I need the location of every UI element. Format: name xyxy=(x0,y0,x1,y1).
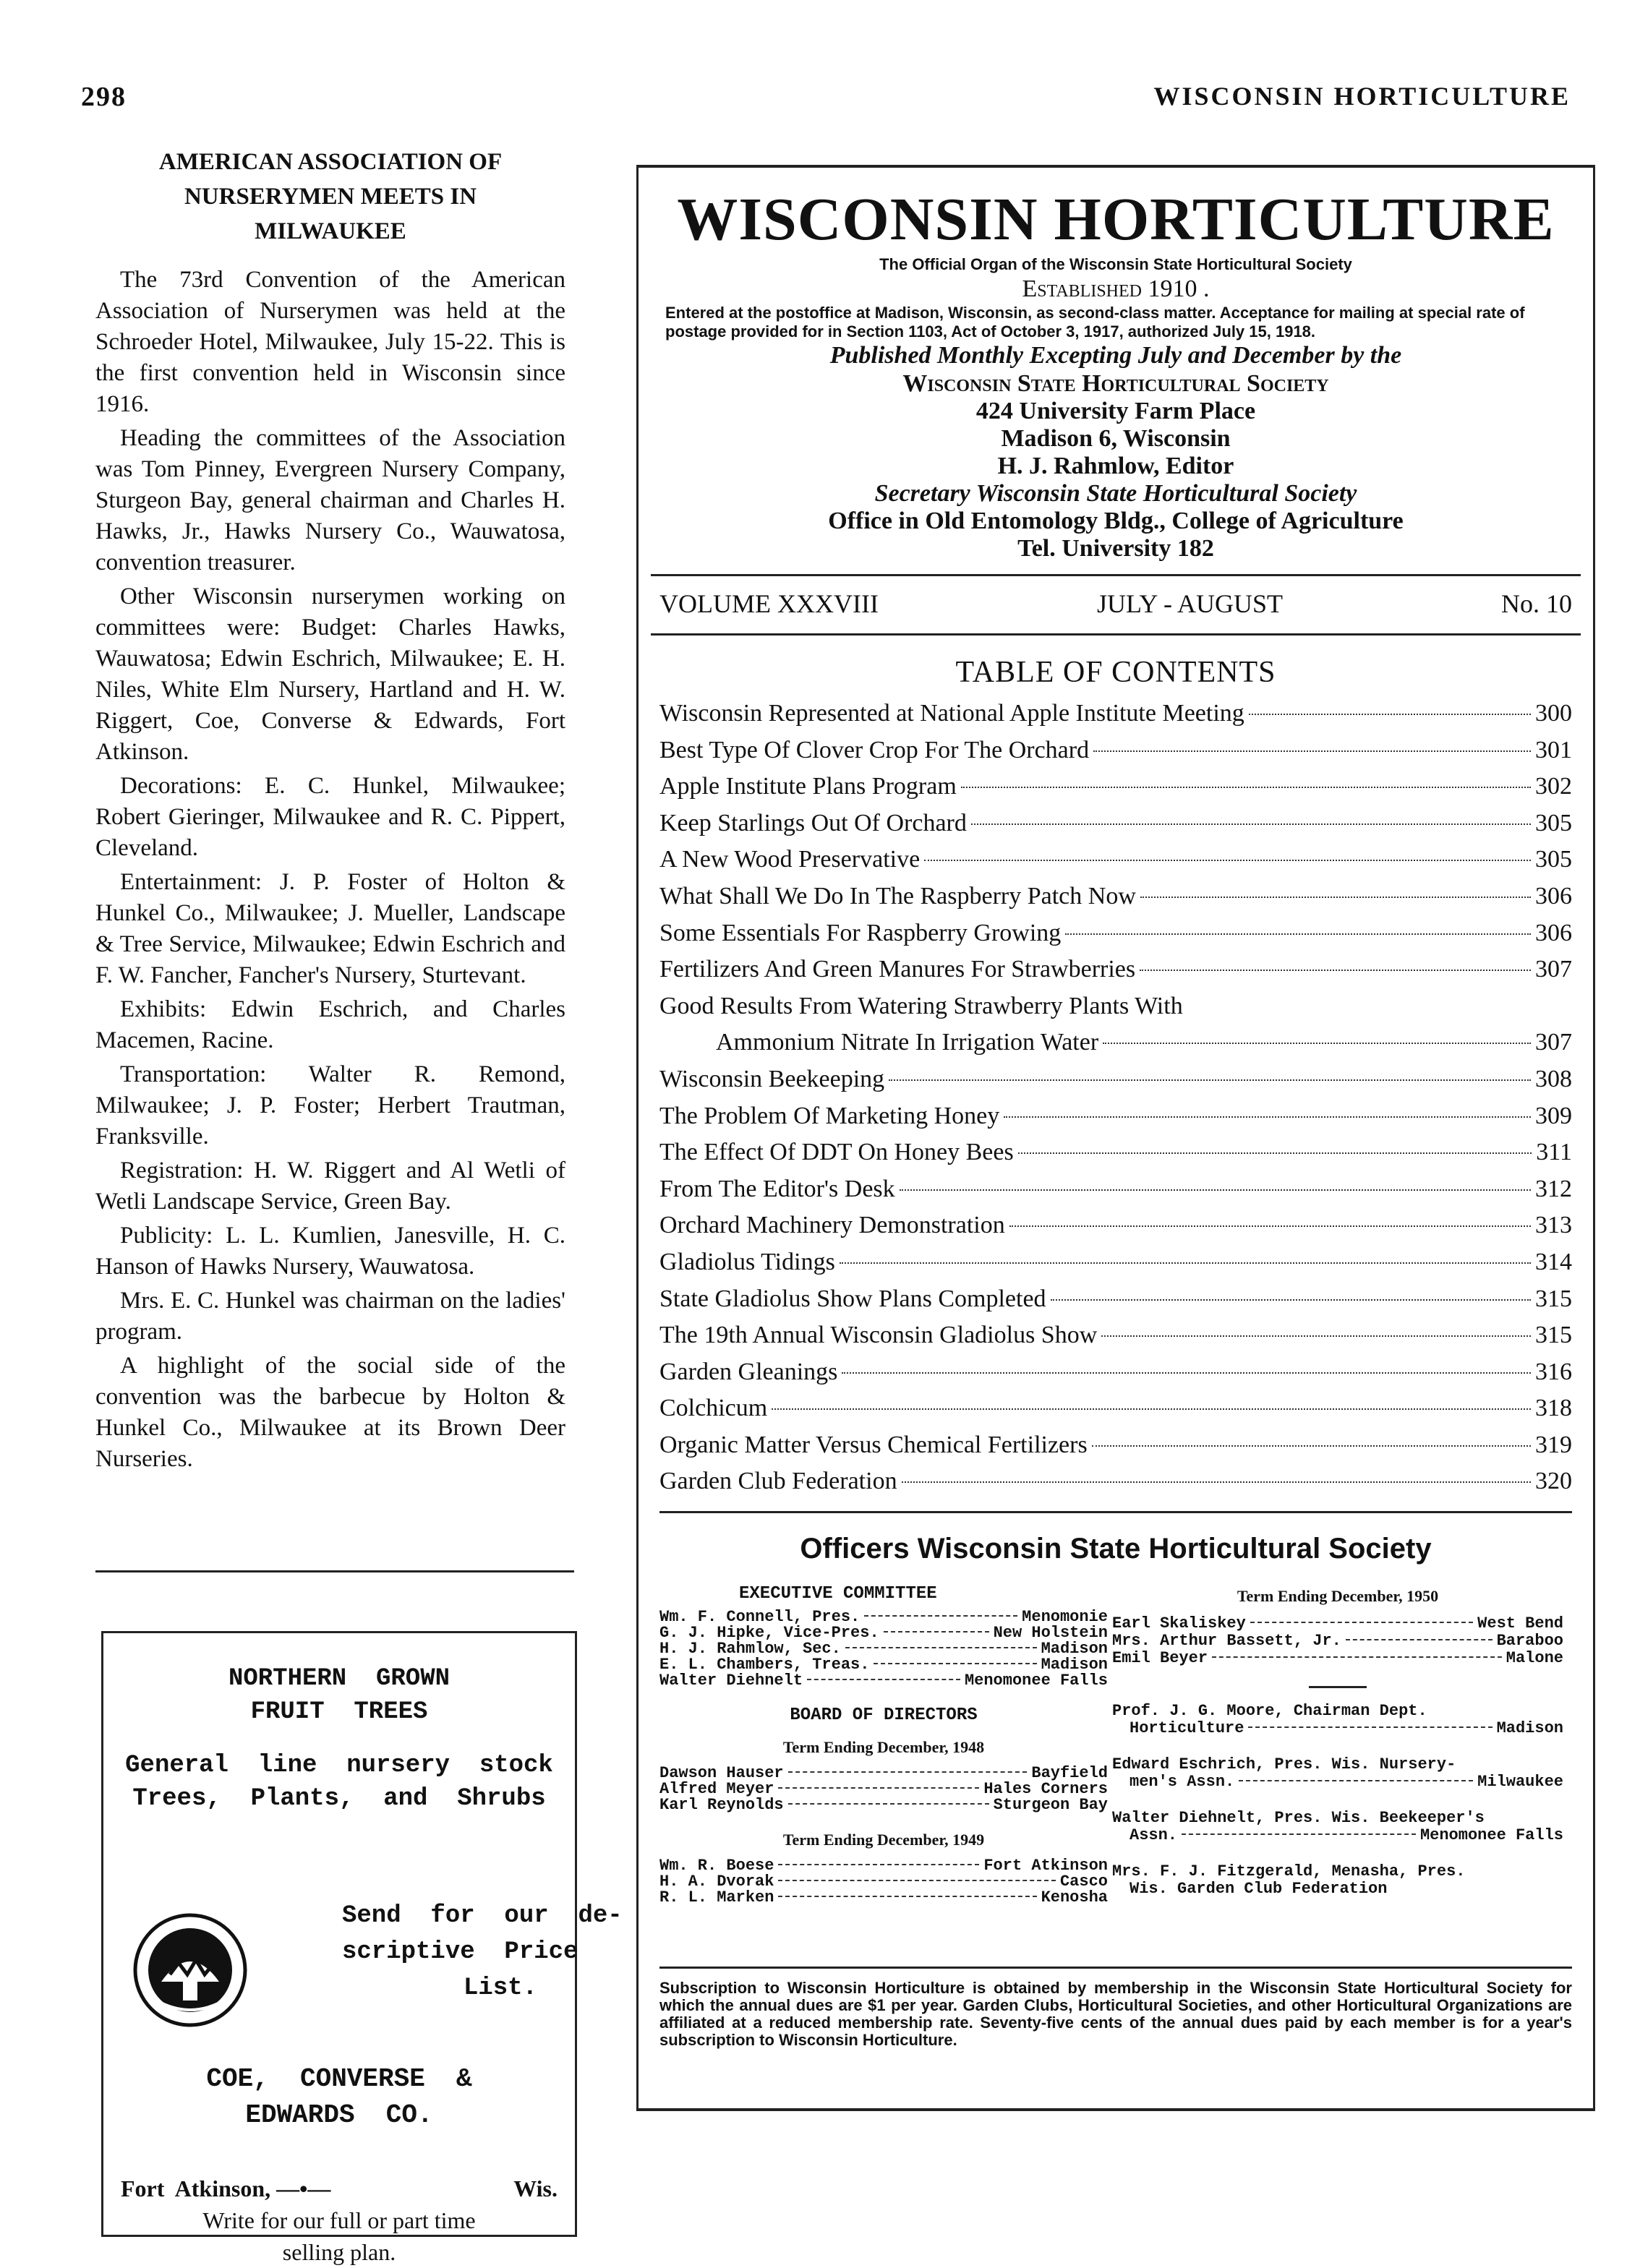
director-row: Karl Reynolds Sturgeon Bay xyxy=(659,1796,1108,1814)
toc-entry: Garden Gleanings 316 xyxy=(659,1358,1572,1385)
officer-row: Walter Diehnelt Menomonee Falls xyxy=(659,1672,1108,1690)
ad-stock-line: General line nursery stock xyxy=(125,1752,553,1779)
ex-officio-member: Prof. J. G. Moore, Chairman Dept. Horticulture Madison xyxy=(1112,1702,1563,1737)
board-heading: BOARD OF DIRECTORS xyxy=(790,1706,978,1725)
toc-entry: Organic Matter Versus Chemical Fertilizers 319 xyxy=(659,1431,1572,1458)
toc-entry: The Problem Of Marketing Honey 309 xyxy=(659,1102,1572,1129)
toc-entry: Colchicum 318 xyxy=(659,1395,1572,1422)
director-row: Emil Beyer Malone xyxy=(1112,1649,1563,1667)
executive-committee xyxy=(659,1609,1108,1689)
subscription-notice: Subscription to Wisconsin Horticulture is obtained by membership in the Wisconsin State Horticultural Society for which the annual dues are $1 per year. Garden Clubs, Horticultural Societies, and other Horticultural Organizations are affiliated at a reduced membership rate. Seventy-five cents of the annual dues paid by each member is for a year's subscription to Wisconsin Horticulture. xyxy=(659,1979,1572,2049)
issue-number: No. 10 xyxy=(1500,589,1572,618)
director-row: R. L. Marken Kenosha xyxy=(659,1888,1108,1907)
masthead-title: WISCONSIN HORTICULTURE xyxy=(677,186,1555,253)
director-row: Wm. R. Boese Fort Atkinson xyxy=(659,1857,1108,1875)
ex-officio-member: Mrs. F. J. Fitzgerald, Menasha, Pres. Wis. Garden Club Federation xyxy=(1112,1862,1466,1898)
toc-entry: What Shall We Do In The Raspberry Patch Now 306 xyxy=(659,882,1572,910)
volume-rule xyxy=(651,633,1581,636)
masthead-address: Madison 6, Wisconsin xyxy=(1001,425,1231,452)
director-row: Mrs. Arthur Bassett, Jr. Baraboo xyxy=(1112,1632,1563,1650)
article-paragraph: Registration: H. W. Riggert and Al Wetli of Wetli Landscape Service, Green Bay. xyxy=(95,1157,565,1215)
director-row: H. A. Dvorak Casco xyxy=(659,1873,1108,1891)
ad-send-note: Send for our de- scriptive Price List. xyxy=(342,1902,623,2002)
ex-officio-member: Walter Diehnelt, Pres. Wis. Beekeeper's Assn. Menomonee Falls xyxy=(1112,1809,1563,1844)
volume-rule xyxy=(651,574,1581,576)
masthead-society: Wisconsin State Horticultural Society xyxy=(902,370,1329,397)
officers-left-column xyxy=(659,1582,1108,1925)
toc-entry: Fertilizers And Green Manures For Strawberries 307 xyxy=(659,956,1572,983)
term-heading: Term Ending December, 1948 xyxy=(782,1738,985,1756)
director-row: Dawson Hauser Bayfield xyxy=(659,1764,1108,1782)
section-rule xyxy=(659,1511,1572,1513)
officer-row: E. L. Chambers, Treas. Madison xyxy=(659,1656,1108,1674)
masthead-established: Established 1910 . xyxy=(1022,275,1210,302)
toc-entry: The Effect Of DDT On Honey Bees 311 xyxy=(659,1139,1572,1166)
article-paragraph: Decorations: E. C. Hunkel, Milwaukee; Robert Gieringer, Milwaukee and R. C. Pippert, Cleveland. xyxy=(95,773,565,861)
article-paragraph: Other Wisconsin nurserymen working on committees were: Budget: Charles Hawks, Wauwatosa; Edwin Eschrich, Milwaukee; E. H. Niles, White Elm Nursery, Hartland and H. W. Riggert, Coe, Converse & Edwards, Fort Atkinson. xyxy=(95,583,565,765)
officer-row: G. J. Hipke, Vice-Pres. New Holstein xyxy=(659,1624,1108,1642)
toc-entry: Garden Club Federation 320 xyxy=(659,1468,1572,1495)
running-head: WISCONSIN HORTICULTURE xyxy=(1153,82,1571,111)
box-rule xyxy=(636,2108,1595,2111)
volume-label: VOLUME XXXVIII xyxy=(659,589,879,618)
section-rule xyxy=(659,1967,1572,1969)
masthead-office: Office in Old Entomology Bldg., College of Agriculture xyxy=(828,508,1404,534)
article-paragraph: Publicity: L. L. Kumlien, Janesville, H. C. Hanson of Hawks Nursery, Wauwatosa. xyxy=(95,1223,565,1280)
nursery-advertisement xyxy=(101,1631,623,2265)
article-title: AMERICAN ASSOCIATION OF NURSERYMEN MEETS IN MILWAUKEE xyxy=(158,149,503,244)
toc-entry: State Gladiolus Show Plans Completed 315 xyxy=(659,1285,1572,1312)
article-paragraph: Exhibits: Edwin Eschrich, and Charles Macemen, Racine. xyxy=(95,996,565,1053)
toc-entry: Best Type Of Clover Crop For The Orchard 301 xyxy=(659,736,1572,763)
toc-entry: Gladiolus Tidings 314 xyxy=(659,1248,1572,1275)
ex-officio-member: Edward Eschrich, Pres. Wis. Nursery- men's Assn. Milwaukee xyxy=(1112,1755,1563,1791)
term-heading: Term Ending December, 1949 xyxy=(782,1831,985,1849)
term-1949-list xyxy=(659,1858,1108,1906)
article-paragraph: The 73rd Convention of the American Association of Nurserymen was held at the Schroeder Hotel, Milwaukee, July 15-22. This is the first convention held in Wisconsin since 1916. xyxy=(95,267,565,417)
ad-footer xyxy=(121,2173,558,2268)
toc-entry: From The Editor's Desk 312 xyxy=(659,1175,1572,1202)
page-number: 298 xyxy=(81,82,127,112)
masthead-published: Published Monthly Excepting July and December by the xyxy=(829,342,1402,369)
masthead-editor: H. J. Rahmlow, Editor xyxy=(997,453,1234,479)
masthead-secretary: Secretary Wisconsin State Horticultural Society xyxy=(874,480,1357,507)
article-column xyxy=(95,145,565,1478)
toc-entry: The 19th Annual Wisconsin Gladiolus Show 315 xyxy=(659,1322,1572,1349)
toc-entry: Some Essentials For Raspberry Growing 306 xyxy=(659,919,1572,946)
nurserymen-seal-icon xyxy=(132,1912,248,2028)
article-paragraph: A highlight of the social side of the convention was the barbecue by Holton & Hunkel Co., Milwaukee at its Brown Deer Nurseries. xyxy=(95,1353,565,1472)
ad-footer-line: selling plan. xyxy=(282,2239,396,2265)
ad-location: Fort Atkinson, —•— xyxy=(121,2175,331,2201)
toc-entry: Wisconsin Represented at National Apple Institute Meeting 300 xyxy=(659,700,1572,727)
toc-entry: Orchard Machinery Demonstration 313 xyxy=(659,1212,1572,1239)
column-divider xyxy=(95,1570,574,1572)
term-1948-list xyxy=(659,1766,1108,1813)
ad-trees-line: Trees, Plants, and Shrubs xyxy=(132,1785,546,1813)
executive-heading: EXECUTIVE COMMITTEE xyxy=(739,1584,937,1604)
issue-line xyxy=(659,589,1572,619)
article-paragraph: Heading the committees of the Association was Tom Pinney, Evergreen Nursery Company, Sturgeon Bay, general chairman and Charles H. Hawks, Jr., Hawks Nursery Co., Wauwatosa, convention treasurer. xyxy=(95,425,565,575)
officers-right-column xyxy=(1112,1588,1563,1917)
officers-title: Officers Wisconsin State Horticultural Society xyxy=(800,1533,1432,1565)
issue-months: JULY - AUGUST xyxy=(1096,589,1283,618)
toc-entry: Apple Institute Plans Program 302 xyxy=(659,773,1572,800)
term-heading: Term Ending December, 1950 xyxy=(1237,1587,1439,1605)
toc-entry: Wisconsin Beekeeping 308 xyxy=(659,1065,1572,1092)
director-row: Alfred Meyer Hales Corners xyxy=(659,1780,1108,1798)
masthead-address: 424 University Farm Place xyxy=(975,398,1256,424)
short-divider xyxy=(1309,1686,1367,1688)
table-of-contents xyxy=(659,700,1572,1505)
ad-state: Wis. xyxy=(513,2175,558,2201)
ad-footer-line: Write for our full or part time xyxy=(202,2207,476,2233)
toc-entry: Good Results From Watering Strawberry Plants With xyxy=(659,992,1183,1019)
masthead-entered: Entered at the postoffice at Madison, Wisconsin, as second-class matter. Acceptance for mailing at special rate of postage provided for in Section 1103, Act of October 3, 1917, authorized July 15, 1918. xyxy=(665,304,1525,341)
toc-entry-continuation: Ammonium Nitrate In Irrigation Water 307 xyxy=(716,1029,1572,1056)
masthead xyxy=(651,185,1581,562)
article-paragraph: Transportation: Walter R. Remond, Milwaukee; J. P. Foster; Herbert Trautman, Franksville. xyxy=(95,1061,565,1150)
officer-row: H. J. Rahmlow, Sec. Madison xyxy=(659,1640,1108,1658)
director-row: Earl Skaliskey West Bend xyxy=(1112,1614,1563,1632)
masthead-tel: Tel. University 182 xyxy=(1017,535,1214,562)
article-paragraph: Mrs. E. C. Hunkel was chairman on the ladies' program. xyxy=(95,1288,565,1345)
ad-company: COE, CONVERSE & EDWARDS CO. xyxy=(206,2064,472,2130)
toc-heading: TABLE OF CONTENTS xyxy=(955,656,1276,689)
masthead-subtitle: The Official Organ of the Wisconsin State Horticultural Society xyxy=(879,255,1352,273)
officer-row: Wm. F. Connell, Pres. Menomonie xyxy=(659,1608,1108,1626)
term-1950-list xyxy=(1112,1615,1563,1667)
box-rule xyxy=(636,165,1595,168)
article-paragraph: Entertainment: J. P. Foster of Holton & Hunkel Co., Milwaukee; J. Mueller, Landscape & Tree Service, Milwaukee; Edwin Eschrich and F. W. Fancher, Fancher's Nursery, Sturtevant. xyxy=(95,869,565,988)
ad-heading: NORTHERN GROWN FRUIT TREES xyxy=(228,1665,450,1726)
toc-entry: Keep Starlings Out Of Orchard 305 xyxy=(659,809,1572,836)
toc-entry: A New Wood Preservative 305 xyxy=(659,846,1572,873)
